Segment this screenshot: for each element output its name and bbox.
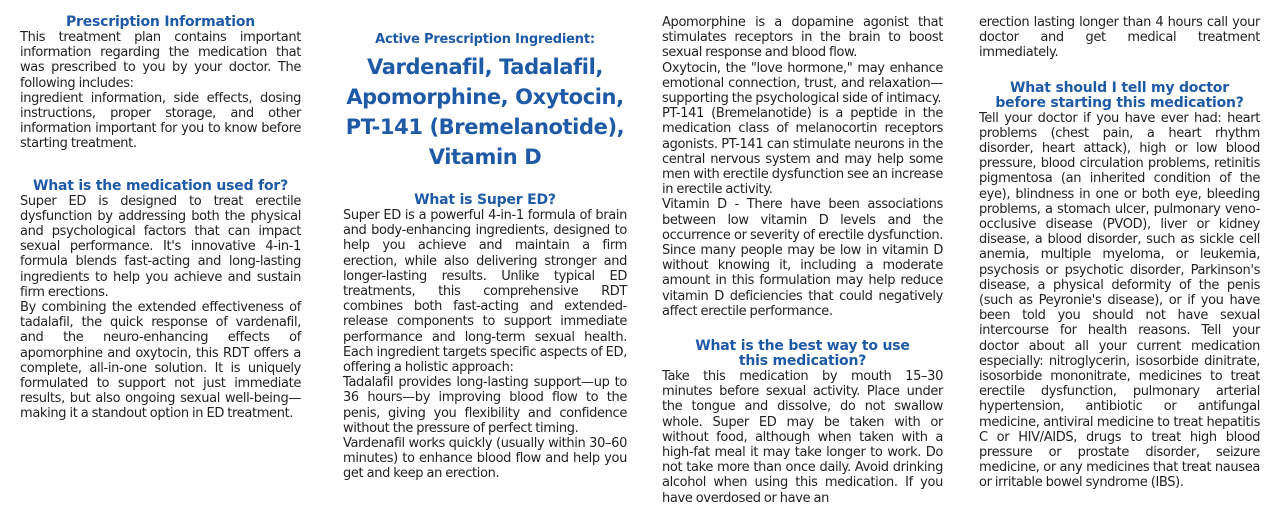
tadalafil-paragraph: Tadalafil provides long-lasting support—up to 36 hours—by improving blood flow to the penis, giving you flexibility and confidence without the pressure of perfect timing.: [343, 375, 627, 436]
ingredient-line: Vardenafil, Tadalafil,: [367, 55, 603, 79]
heading-medication-used-for: What is the medication used for?: [32, 177, 289, 194]
ingredient-list: [343, 52, 627, 172]
heading-tell-doctor: What should I tell my doctor before starting this medication?: [995, 79, 1244, 111]
column-tell-doctor: [979, 0, 1260, 491]
apomorphine-paragraph: Apomorphine is a dopamine agonist that stimulates receptors in the brain to boost sexual response and blood flow.: [662, 15, 943, 61]
ingredient-line: Apomorphine, Oxytocin,: [346, 85, 624, 109]
vitamin-d-paragraph: Vitamin D - There have been associations between low vitamin D levels and the occurrence or severity of erectile dysfunction. Since many people may be low in vitamin D without knowing it, including a moderate amount in this formulation may help reduce vitamin D deficiencies that could negatively affect erectile performance.: [662, 197, 943, 319]
oxytocin-paragraph: Oxytocin, the "love hormone," may enhance emotional connection, trust, and relaxation—supporting the psychological side of intimacy.: [662, 60, 943, 107]
ingredient-line: Vitamin D: [428, 145, 542, 169]
heading-what-is-super-ed: What is Super ED?: [414, 192, 556, 208]
heading-prescription-information: Prescription Information: [65, 14, 256, 30]
about-paragraph: Super ED is a powerful 4-in-1 formula of brain and body-enhancing ingredients, designed to help you achieve and maintain a firm erection, while also delivering stronger and longer-lasting results. Unlike typical ED treatments, this comprehensive RDT combines both fast-acting and extended-release components to support immediate performance and long-term sexual health. Each ingredient targets specific aspects of ED, offering a holistic approach:: [343, 208, 627, 376]
column-active-ingredients: [343, 0, 627, 482]
usage-paragraph: Take this medication by mouth 15–30 minutes before sexual activity. Place under the tongue and dissolve, do not swallow whole. Super ED may be taken with or without food, although when taken with a high-fat meal it may take longer to work. Do not take more than once daily. Avoid drinking alcohol when using this medication. If you have overdosed or have an: [662, 369, 943, 506]
active-ingredient-label: Active Prescription Ingredient:: [375, 32, 595, 47]
intro-list-paragraph: ingredient information, side effects, dosing instructions, proper storage, and other information important for you to know before starting treatment.: [20, 90, 301, 152]
column-prescription-info: [20, 0, 301, 422]
column-ingredient-details: [662, 0, 943, 506]
vardenafil-paragraph: Vardenafil works quickly (usually within 30–60 minutes) to enhance blood flow and help you get and keep an erection.: [343, 436, 627, 482]
heading-best-way-to-use: What is the best way to use this medication?: [695, 338, 910, 370]
intro-paragraph: This treatment plan contains important information regarding the medication that was prescribed to you by your doctor. The following includes:: [20, 30, 301, 91]
tell-doctor-paragraph: Tell your doctor if you have ever had: heart problems (chest pain, a heart rhythm disorder, heart attack), high or low blood pressure, blood circulation problems, retinitis pigmentosa (an inherited condition of the eye), blindness in one or both eye, bleeding problems, a stomach ulcer, pulmonary veno-occlusive disease (PVOD), liver or kidney disease, a blood disorder, such as sickle cell anemia, multiple myeloma, or leukemia, psychosis or psychotic disorder, Parkinson's disease, a physical deformity of the penis (such as Peyronie's disease), or if you have been told you should not have sexual intercourse for health reasons. Tell your doctor about all your current medication especially: nitroglycerin, isosorbide dinitrate, isosorbide mononitrate, medicines to treat erectile dysfunction, pulmonary arterial hypertension, antibiotic or antifungal medicine, antiviral medicine to treat hepatitis C or HIV/AIDS, drugs to treat high blood pressure or prostate disorder, seizure medicine, or any medicines that treat nausea or irritable bowel syndrome (IBS).: [979, 110, 1260, 491]
pt141-paragraph: PT-141 (Bremelanotide) is a peptide in the medication class of melanocortin receptors agonists. PT-141 can stimulate neurons in the central nervous system and may help some men with erectile dysfunction see an increase in erectile activity.: [662, 106, 943, 198]
used-for-paragraph-1: Super ED is designed to treat erectile dysfunction by addressing both the physical and psychological factors that can impact sexual performance. It's innovative 4-in-1 formula blends fast-acting and long-lasting ingredients to help you achieve and sustain firm erections.: [20, 193, 301, 300]
ingredient-line: PT-141 (Bremelanotide),: [345, 115, 625, 139]
usage-continued-paragraph: erection lasting longer than 4 hours call your doctor and get medical treatment immediately.: [979, 15, 1260, 61]
used-for-paragraph-2: By combining the extended effectiveness of tadalafil, the quick response of vardenafil, and the neuro-enhancing effects of apomorphine and oxytocin, this RDT offers a complete, all-in-one solution. It is uniquely formulated to support not just immediate results, but also ongoing sexual well-being—making it a standout option in ED treatment.: [20, 300, 301, 422]
